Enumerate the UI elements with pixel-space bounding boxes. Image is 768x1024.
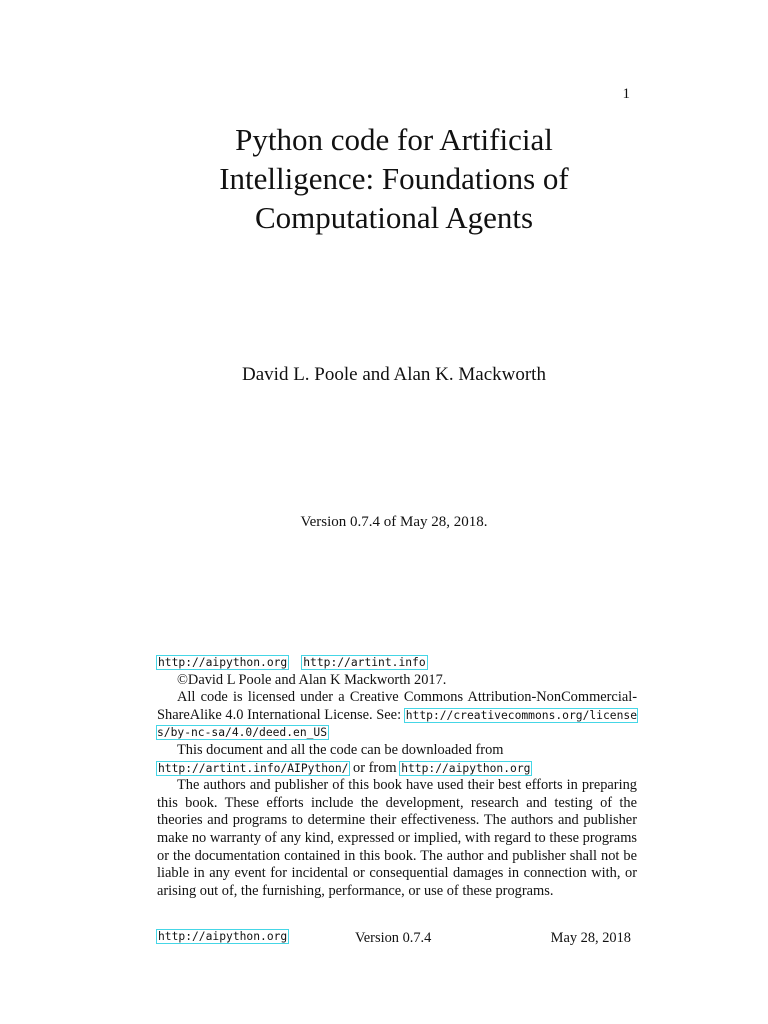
- license-paragraph: [157, 689, 637, 742]
- version-line: Version 0.7.4 of May 28, 2018.: [300, 514, 488, 530]
- title-line-2: Intelligence: Foundations of: [219, 161, 569, 196]
- title-line-1: Python code for Artificial: [235, 122, 553, 157]
- authors: David L. Poole and Alan K. Mackworth: [242, 364, 546, 385]
- download-link-artint[interactable]: http://artint.info/AIPython/: [158, 761, 349, 775]
- footer-version: Version 0.7.4: [355, 930, 432, 946]
- download-or: or from: [349, 759, 401, 776]
- disclaimer-paragraph: The authors and publisher of this book have used their best efforts in preparing this book. These efforts include the development, research and testing of the theories and programs to determine their effectiveness. The authors and publisher make no warranty of any kind, expressed or implied, with regard to these programs or the documentation contained in this book. The author and publisher shall not be liable in any event for incidental or consequential damages in connection with, or arising out of, the furnishing, performance, or use of these programs.: [157, 777, 637, 899]
- page-footer: [157, 930, 631, 950]
- footer-link[interactable]: http://aipython.org: [158, 930, 288, 943]
- copyright-notice: ©David L Poole and Alan K Mackworth 2017.: [177, 671, 447, 688]
- page-number: 1: [622, 86, 630, 102]
- title-line-3: Computational Agents: [254, 200, 534, 235]
- links-line: [157, 654, 637, 672]
- artint-link[interactable]: http://artint.info: [303, 656, 426, 669]
- aipython-link[interactable]: http://aipython.org: [158, 656, 288, 669]
- download-text: This document and all the code can be downloaded from: [177, 741, 504, 758]
- license-text: All code is licensed under a Creative Commons Attribution-NonCommercial-ShareAlike 4.0 International License. See:: [157, 689, 637, 723]
- download-paragraph: [157, 742, 637, 777]
- front-matter: [157, 654, 637, 900]
- footer-date: May 28, 2018: [550, 930, 631, 946]
- download-link-aipython[interactable]: http://aipython.org: [401, 761, 531, 775]
- license-link[interactable]: http://creativecommons.org/licenses/by-nc-sa/4.0/deed.en_US: [157, 708, 637, 740]
- book-title: [120, 120, 668, 237]
